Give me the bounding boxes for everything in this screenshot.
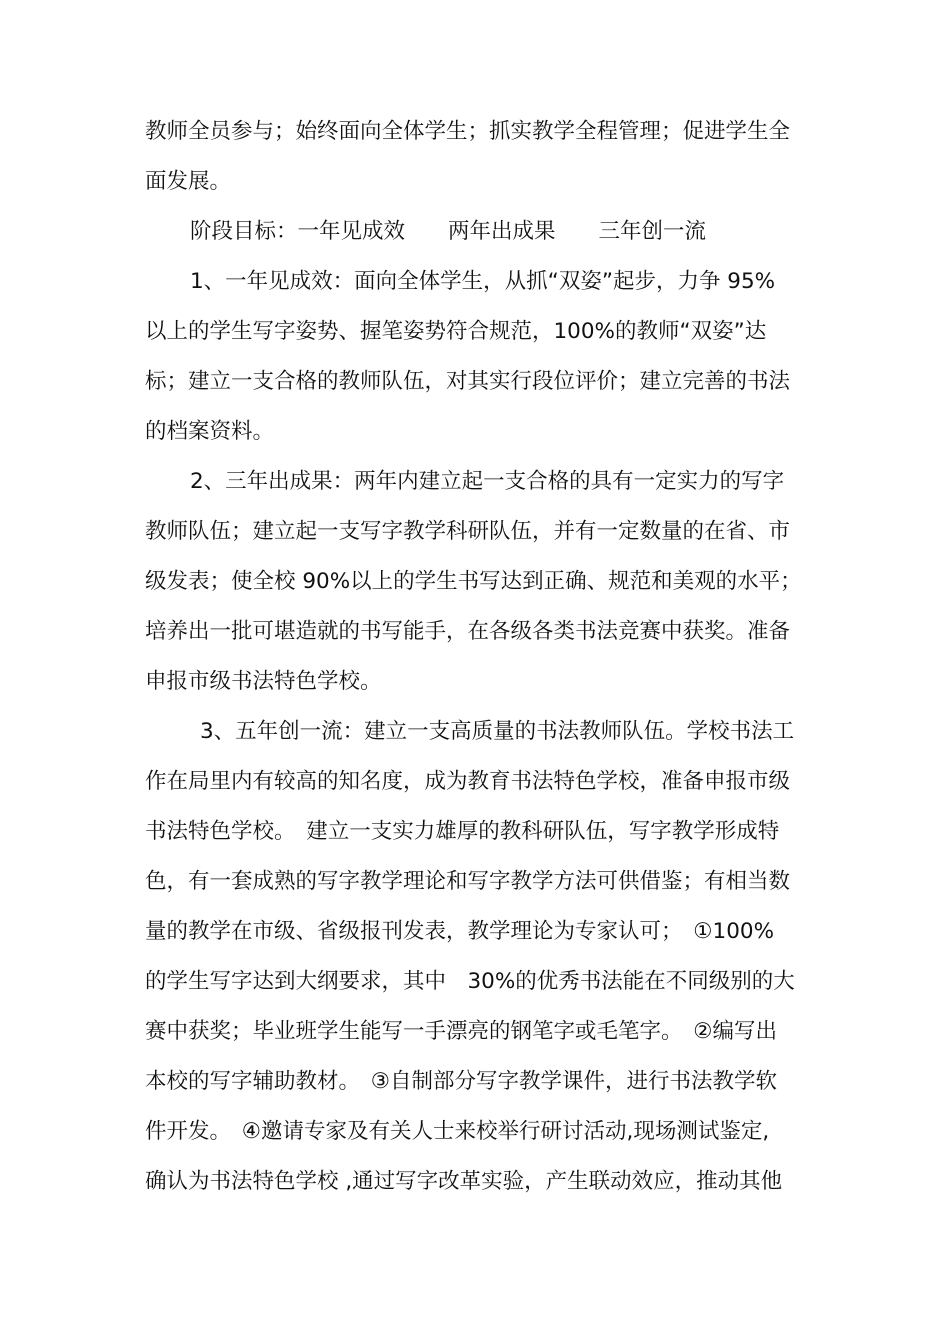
paragraph-line: 面发展。 (145, 169, 232, 194)
stage-goals-heading: 阶段目标：一年见成效 两年出成果 三年创一流 (190, 219, 707, 244)
paragraph-line: 3、五年创一流：建立一支高质量的书法教师队伍。学校书法工 (200, 719, 795, 744)
paragraph-line: 1、一年见成效：面向全体学生，从抓“双姿”起步，力争 95% (190, 269, 776, 294)
paragraph-line: 教师队伍；建立起一支写字教学科研队伍，并有一定数量的在省、市 (145, 519, 791, 544)
paragraph-line: 申报市级书法特色学校。 (145, 669, 382, 694)
paragraph-line: 的档案资料。 (145, 419, 275, 444)
paragraph-line: 本校的写字辅助教材。 ③自制部分写字教学课件，进行书法教学软 (145, 1069, 778, 1094)
paragraph-line: 教师全员参与；始终面向全体学生；抓实教学全程管理；促进学生全 (145, 119, 791, 144)
paragraph-line: 色，有一套成熟的写字教学理论和写字教学方法可供借鉴；有相当数 (145, 869, 791, 894)
paragraph-line: 2、三年出成果：两年内建立起一支合格的具有一定实力的写字 (190, 469, 785, 494)
paragraph-line: 标；建立一支合格的教师队伍，对其实行段位评价；建立完善的书法 (145, 369, 791, 394)
paragraph-line: 量的教学在市级、省级报刊发表，教学理论为专家认可； ①100% (145, 919, 774, 944)
paragraph-line: 培养出一批可堪造就的书写能手，在各级各类书法竞赛中获奖。准备 (145, 619, 791, 644)
paragraph-line: 书法特色学校。 建立一支实力雄厚的教科研队伍，写字教学形成特 (145, 819, 780, 844)
paragraph-line: 赛中获奖；毕业班学生能写一手漂亮的钢笔字或毛笔字。 ②编写出 (145, 1019, 778, 1044)
paragraph-line: 确认为书法特色学校 ,通过写字改革实验，产生联动效应，推动其他 (145, 1169, 783, 1194)
paragraph-line: 级发表；使全校 90%以上的学生书写达到正确、规范和美观的水平； (145, 569, 802, 594)
paragraph-line: 件开发。 ④邀请专家及有关人士来校举行研讨活动,现场测试鉴定, (145, 1119, 770, 1144)
paragraph-line: 作在局里内有较高的知名度，成为教育书法特色学校，准备申报市级 (145, 769, 791, 794)
paragraph-line: 的学生写字达到大纲要求，其中 30%的优秀书法能在不同级别的大 (145, 969, 795, 994)
paragraph-line: 以上的学生写字姿势、握笔姿势符合规范，100%的教师“双姿”达 (145, 319, 767, 344)
